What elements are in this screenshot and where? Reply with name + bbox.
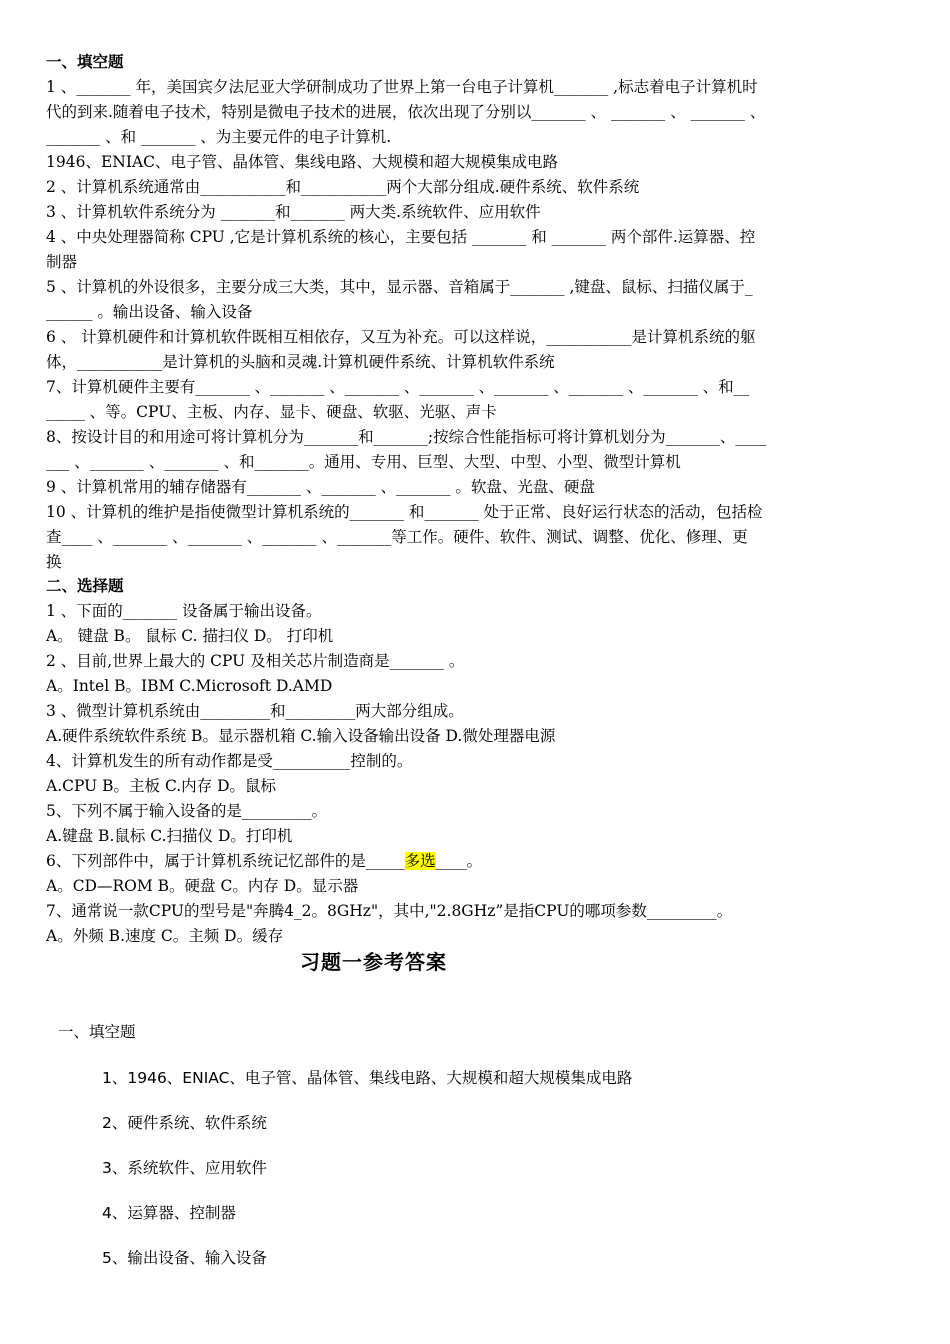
- choice-line: 7、通常说一款CPU的型号是"奔腾4_2。8GHz"，其中,"2.8GHz”是指CPU的哪项参数_________。: [46, 902, 733, 920]
- fill-line: 9 、计算机常用的辅存储器有_______ 、_______ 、_______ 。软盘、光盘、硬盘: [46, 478, 595, 496]
- choice-line: A。外频 B.速度 C。主频 D。缓存: [46, 927, 284, 945]
- choice-line: A.硬件系统软件系统 B。显示器机箱 C.输入设备输出设备 D.微处理器电源: [46, 727, 556, 745]
- answer-item: 5、输出设备、输入设备: [102, 1249, 267, 1267]
- choice-line: 5、下列不属于输入设备的是_________。: [46, 802, 328, 820]
- fill-line: 7、计算机硬件主要有_______ 、_______ 、_______ 、_______ 、_______ 、_______ 、_______ 、和__: [46, 378, 750, 396]
- answer-section-heading: 一、填空题: [58, 1023, 136, 1041]
- choice-line: A.键盘 B.鼠标 C.扫描仪 D。打印机: [46, 827, 293, 845]
- choice-line: A。 键盘 B。 鼠标 C. 描扫仪 D。 打印机: [46, 627, 334, 645]
- choice-q6: [46, 851, 914, 871]
- fill-line: 2 、计算机系统通常由___________和___________两个大部分组成.硬件系统、软件系统: [46, 178, 640, 196]
- fill-line: ___ 、_______ 、_______ 、和_______。通用、专用、巨型、大型、中型、小型、微型计算机: [46, 453, 681, 471]
- choice-line: 1 、下面的_______ 设备属于输出设备。: [46, 602, 322, 620]
- answer-item: 1、1946、ENIAC、电子管、晶体管、集线电路、大规模和超大规模集成电路: [102, 1069, 633, 1087]
- highlight-multi-select: 多选: [404, 852, 436, 870]
- answer-item: 3、系统软件、应用软件: [102, 1159, 267, 1177]
- q6-text: 6、下列部件中，属于计算机系统记忆部件的是_____: [46, 852, 405, 870]
- fill-line: 制器: [46, 253, 78, 271]
- fill-line: 1946、ENIAC、电子管、晶体管、集线电路、大规模和超大规模集成电路: [46, 153, 559, 171]
- answer-item: 4、运算器、控制器: [102, 1204, 236, 1222]
- choice-line: A.CPU B。主板 C.内存 D。鼠标: [46, 777, 277, 795]
- choice-line: 3 、微型计算机系统由_________和_________两大部分组成。: [46, 702, 464, 720]
- answer-title: 习题一参考答案: [300, 950, 447, 974]
- choice-line: 4、计算机发生的所有动作都是受__________控制的。: [46, 752, 413, 770]
- choice-line: A。CD—ROM B。硬盘 C。内存 D。显示器: [46, 877, 359, 895]
- q6-text-end: ____。: [435, 852, 483, 870]
- choice-section-heading: 二、选择题: [46, 577, 124, 595]
- fill-section-heading: 一、填空题: [46, 53, 124, 71]
- fill-line: 10 、计算机的维护是指使微型计算机系统的_______ 和_______ 处于正常、良好运行状态的活动，包括检: [46, 503, 763, 521]
- fill-line: 查____ 、_______ 、_______ 、_______ 、_______等工作。硬件、软件、测试、调整、优化、修理、更: [46, 528, 748, 546]
- answer-item: 2、硬件系统、软件系统: [102, 1114, 267, 1132]
- fill-line: 5 、计算机的外设很多，主要分成三大类，其中，显示器、音箱属于_______ ,键盘、鼠标、扫描仪属于_: [46, 278, 753, 296]
- fill-line: 代的到来.随着电子技术，特别是微电子技术的进展，依次出现了分别以_______ 、 _______ 、 _______ 、: [46, 103, 766, 121]
- fill-line: _______ 、和 _______ 、为主要元件的电子计算机.: [46, 128, 392, 146]
- fill-line: 1 、_______ 年，美国宾夕法尼亚大学研制成功了世界上第一台电子计算机_______ ,标志着电子计算机时: [46, 78, 758, 96]
- fill-line: 6 、 计算机硬件和计算机软件既相互相依存，又互为补充。可以这样说，___________是计算机系统的躯: [46, 328, 756, 346]
- fill-line: 体，___________是计算机的头脑和灵魂.计算机硬件系统、计算机软件系统: [46, 353, 555, 371]
- choice-line: 2 、目前,世界上最大的 CPU 及相关芯片制造商是_______ 。: [46, 652, 465, 670]
- fill-line: _____ 、等。CPU、主板、内存、显卡、硬盘、软驱、光驱、声卡: [46, 403, 497, 421]
- fill-line: 3 、计算机软件系统分为 _______和_______ 两大类.系统软件、应用软件: [46, 203, 541, 221]
- choice-line: A。Intel B。IBM C.Microsoft D.AMD: [46, 677, 333, 695]
- fill-line: 4 、中央处理器简称 CPU ,它是计算机系统的核心，主要包括 _______ 和 _______ 两个部件.运算器、控: [46, 228, 756, 246]
- fill-line: 8、按设计目的和用途可将计算机分为_______和_______;按综合性能指标可将计算机划分为_______、____: [46, 428, 767, 446]
- fill-line: 换: [46, 553, 62, 571]
- fill-line: ______ 。输出设备、输入设备: [46, 303, 253, 321]
